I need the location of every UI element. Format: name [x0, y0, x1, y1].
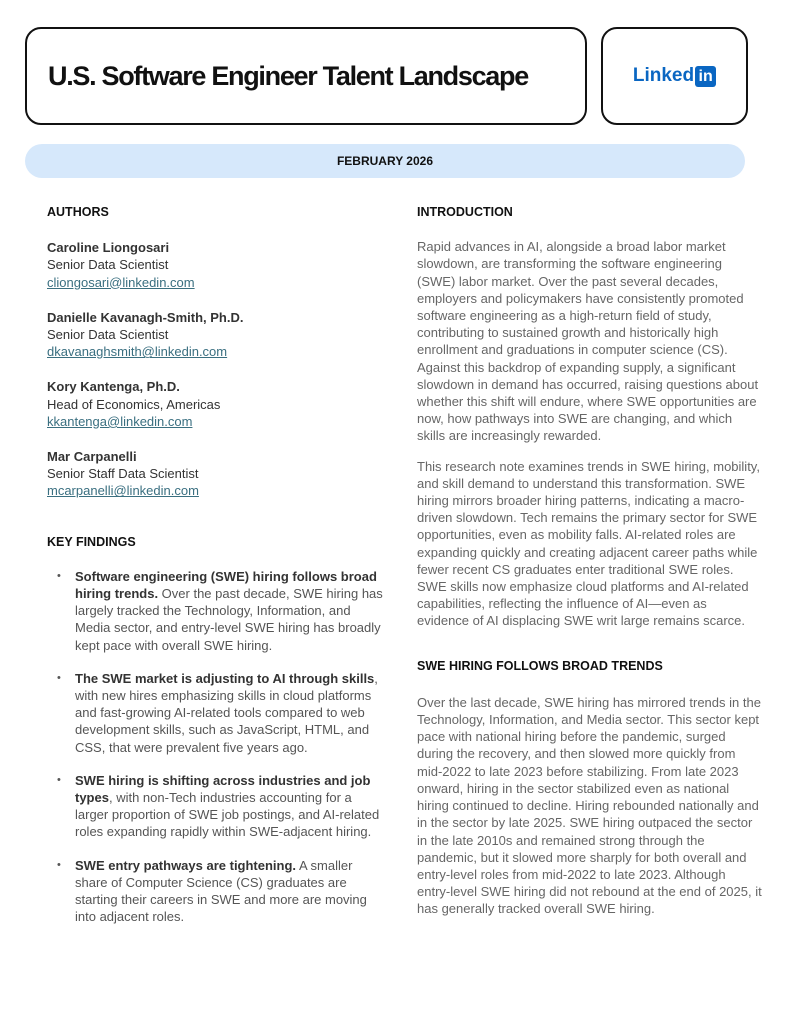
left-column [47, 204, 387, 942]
author-entry [47, 448, 387, 500]
publication-date: FEBRUARY 2026 [336, 154, 434, 168]
author-entry [47, 378, 387, 430]
logo-badge: in [695, 66, 716, 87]
author-role: Head of Economics, Americas [47, 396, 221, 412]
finding-text: A smaller share of Computer Science (CS) graduates are starting their careers in SWE and more are moving into adjacent roles. [75, 857, 367, 925]
section-paragraph: Over the last decade, SWE hiring has mirrored trends in the Technology, Information, and Media sector. This sector kept pace with national hiring before the pandemic, surged during the recovery, and then slowed more quickly from mid-2022 to late 2023 before stabilizing. From late 2023 onward, hiring in the sector stabilized even as national hiring continued to decline. Hiring rebounded nationally and in the sector by late 2025. SWE hiring outpaced the sector in the late 2010s and remained strong through the pandemic, but it slowed more sharply for both overall and entry-level roles from mid-2022 to late 2023. Although entry-level SWE hiring did not rebound at the end of 2025, it has generally tracked overall SWE hiring. [417, 694, 762, 917]
author-email-link[interactable]: mcarpanelli@linkedin.com [47, 483, 199, 499]
finding-text: , with non-Tech industries accounting for a larger proportion of SWE job postings, and AI-related roles expanding rapidly within SWE-adjacent hiring. [75, 790, 380, 840]
author-name: Caroline Liongosari [47, 240, 170, 256]
author-email-link[interactable]: kkantenga@linkedin.com [47, 413, 193, 429]
author-email-link[interactable]: cliongosari@linkedin.com [47, 274, 195, 290]
finding-lead: SWE entry pathways are tightening. [75, 857, 297, 873]
intro-paragraph: Rapid advances in AI, alongside a broad labor market slowdown, are transforming the software engineering (SWE) labor market. Over the past several decades, employers and policymakers have consistently promoted software engineering as a high-return field of study, contributing to sustained growth and historically high enrollment and graduations in computer science (CS). Against this backdrop of expanding supply, a significant slowdown in demand has occurred, raising questions about whether this shift will endure, where SWE opportunities are now, how pathways into SWE are changing, and which skills are increasingly rewarded. [417, 239, 759, 444]
logo-box [601, 27, 748, 125]
date-banner [25, 144, 745, 178]
key-findings-heading: KEY FINDINGS [47, 534, 136, 549]
logo-text: Linked [632, 65, 695, 86]
key-finding-item [47, 857, 387, 926]
key-finding-item [47, 568, 387, 654]
author-entry [47, 239, 387, 291]
authors-heading: AUTHORS [47, 205, 109, 219]
author-role: Senior Data Scientist [47, 257, 169, 273]
linkedin-logo [633, 65, 716, 87]
finding-text: , with new hires emphasizing skills in cloud platforms and fast-growing AI-related tools compared to web development skills, such as JavaScript, HTML, and CSS, that were prevalent five years ago. [75, 670, 378, 755]
key-finding-item [47, 670, 387, 756]
key-findings-list [47, 568, 387, 926]
title-box [25, 27, 587, 125]
author-name: Mar Carpanelli [47, 449, 137, 465]
finding-lead: Software engineering (SWE) hiring follows broad hiring trends. [75, 568, 377, 602]
author-entry [47, 309, 387, 361]
finding-text: Over the past decade, SWE hiring has largely tracked the Technology, Information, and Media sector, and entry-level SWE hiring has broadly kept pace with overall SWE hiring. [75, 586, 383, 653]
author-email-link[interactable]: dkavanaghsmith@linkedin.com [47, 344, 228, 360]
author-name: Danielle Kavanagh-Smith, Ph.D. [47, 309, 244, 325]
introduction-heading: INTRODUCTION [417, 205, 513, 219]
finding-lead: The SWE market is adjusting to AI through skills [75, 670, 375, 686]
intro-paragraph: This research note examines trends in SWE hiring, mobility, and skill demand to understand this transformation. SWE hiring mirrors broader hiring patterns, indicating a macro-driven slowdown. Tech remains the primary sector for SWE opportunities, even as mobility falls. AI-related roles are expanding quickly and creating adjacent career paths while fewer recent CS graduates enter traditional SWE roles. SWE skills now emphasize cloud platforms and AI-related capabilities, reflecting the influence of AI—even as evidence of AI displacing SWE writ large remains scarce. [417, 458, 760, 629]
right-column [417, 204, 762, 931]
document-title: U.S. Software Engineer Talent Landscape [48, 60, 528, 91]
finding-lead: SWE hiring is shifting across industries and job types [75, 772, 371, 806]
key-finding-item [47, 772, 387, 841]
section-heading: SWE HIRING FOLLOWS BROAD TRENDS [417, 658, 663, 673]
author-name: Kory Kantenga, Ph.D. [47, 379, 180, 395]
author-role: Senior Staff Data Scientist [47, 466, 199, 482]
author-role: Senior Data Scientist [47, 327, 169, 343]
